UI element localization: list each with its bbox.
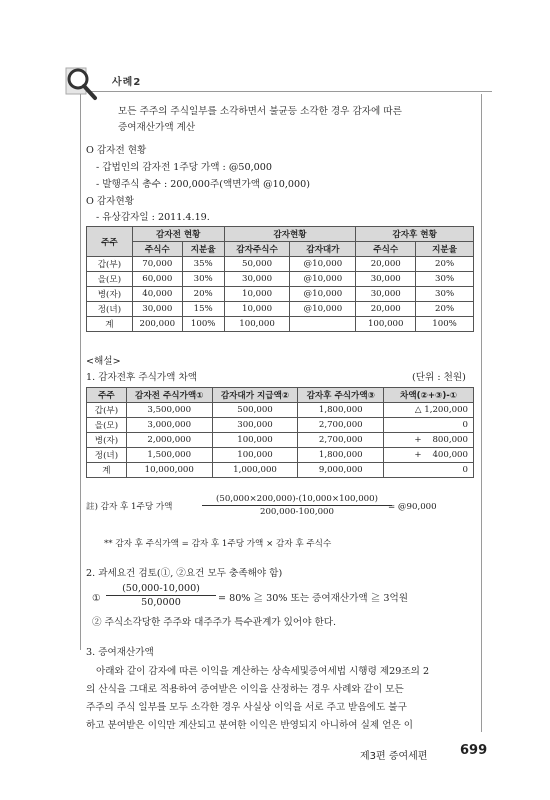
t2-header-difference: 차액(②+③)-①	[384, 388, 474, 403]
t1-cell: 30%	[182, 272, 224, 287]
t1-header-ratio-after: 지분율	[416, 242, 474, 257]
t1-header-after: 감자후 현황	[356, 227, 474, 242]
table-row	[87, 418, 474, 433]
t1-header-shares-after: 주식수	[356, 242, 416, 257]
t1-cell: @10,000	[290, 257, 356, 272]
t1-header-red-price: 감자대가	[290, 242, 356, 257]
t1-header-red-shares: 감자주식수	[224, 242, 290, 257]
t2-cell: 1,800,000	[298, 403, 384, 418]
t2-cell: 10,000,000	[126, 463, 212, 478]
t1-cell: 병(자)	[87, 287, 133, 302]
part3-title: 3. 증여재산가액	[86, 647, 154, 658]
header-rule	[80, 70, 492, 92]
part3-line: 하고 분여받은 이익만 계산되고 분여한 이익은 반영되지 아니하여 실제 얻은 이	[86, 720, 414, 731]
t2-cell: 2,700,000	[298, 433, 384, 448]
frame-right-rule	[481, 94, 482, 732]
t1-cell: 15%	[182, 302, 224, 317]
t2-cell: 0	[384, 463, 474, 478]
note-label: 註) 감자 후 1주당 가액	[86, 502, 173, 512]
t1-cell: 30,000	[224, 272, 290, 287]
t2-cell: 1,000,000	[212, 463, 298, 478]
section-reduction-line1: - 유상감자일 : 2011.4.19.	[96, 212, 210, 223]
t1-cell: 70,000	[132, 257, 182, 272]
part2-condition-1: = 80% ≧ 30% 또는 증여재산가액 ≧ 3억원	[218, 593, 408, 604]
t1-cell: 20%	[416, 302, 474, 317]
part1-title: 1. 감자전후 주식가액 차액	[86, 372, 197, 383]
part2-circle-1: ①	[92, 593, 101, 604]
t1-cell: 10,000	[224, 287, 290, 302]
t1-header-ratio: 지분율	[182, 242, 224, 257]
t2-cell: + 800,000	[384, 433, 474, 448]
t1-cell: @10,000	[290, 287, 356, 302]
t1-cell: 60,000	[132, 272, 182, 287]
reduction-status-table	[86, 226, 474, 332]
t1-header-reduction: 감자현황	[224, 227, 356, 242]
case-title-line1: 모든 주주의 주식일부를 소각하면서 불균등 소각한 경우 감자에 따른	[118, 106, 402, 117]
t2-cell: 을(모)	[87, 418, 127, 433]
note-result: = @90,000	[388, 502, 437, 512]
t2-cell: 0	[384, 418, 474, 433]
t1-cell: 20%	[416, 257, 474, 272]
t2-header-shareholder: 주주	[87, 388, 127, 403]
t1-cell: @10,000	[290, 272, 356, 287]
t1-cell: @10,000	[290, 302, 356, 317]
t1-cell: 100%	[182, 317, 224, 332]
value-difference-table	[86, 387, 474, 478]
t2-header-payment: 감자대가 지급액②	[212, 388, 298, 403]
section-before-line1: - 갑법인의 감자전 1주당 가액 : @50,000	[96, 162, 272, 173]
t1-cell: 100,000	[356, 317, 416, 332]
page-number: 699	[460, 743, 488, 758]
part3-line: 아래와 같이 감자에 따른 이익을 계산하는 상속세및증여세법 시행령 제29조의 2	[96, 666, 430, 677]
t1-cell: 100,000	[224, 317, 290, 332]
t1-cell: 20,000	[356, 257, 416, 272]
t1-cell: 35%	[182, 257, 224, 272]
section-reduction-heading: O 감자현황	[86, 196, 134, 207]
table-row	[87, 287, 474, 302]
table-row-total	[87, 463, 474, 478]
table-row	[87, 257, 474, 272]
t1-cell: 200,000	[132, 317, 182, 332]
case-title-line2: 증여재산가액 계산	[118, 122, 196, 133]
part2-numerator: (50,000-10,000)	[106, 583, 216, 596]
table-row	[87, 448, 474, 463]
t1-cell: 10,000	[224, 302, 290, 317]
note-denominator: 200,000-100,000	[260, 507, 334, 517]
t1-header-shares: 주식수	[132, 242, 182, 257]
t1-cell: 30,000	[356, 272, 416, 287]
note-fraction	[202, 494, 392, 517]
t2-cell: 500,000	[212, 403, 298, 418]
t1-cell: 30,000	[132, 302, 182, 317]
part2-denominator: 50,0000	[141, 597, 181, 608]
part1-unit: (단위 : 천원)	[412, 372, 466, 383]
t2-cell: 정(녀)	[87, 448, 127, 463]
t1-cell	[290, 317, 356, 332]
t1-cell: 30%	[416, 272, 474, 287]
t2-header-after-value: 감자후 주식가액③	[298, 388, 384, 403]
case-header	[62, 64, 492, 94]
t2-cell: 3,500,000	[126, 403, 212, 418]
t2-cell: 9,000,000	[298, 463, 384, 478]
note-numerator: (50,000×200,000)-(10,000×100,000)	[202, 494, 392, 506]
t1-cell: 40,000	[132, 287, 182, 302]
t1-cell: 20%	[182, 287, 224, 302]
t2-cell: 계	[87, 463, 127, 478]
table-row-total	[87, 317, 474, 332]
t1-cell: 30,000	[356, 287, 416, 302]
table-row	[87, 302, 474, 317]
table-row	[87, 433, 474, 448]
t2-cell: 300,000	[212, 418, 298, 433]
t2-header-before-value: 감자전 주식가액①	[126, 388, 212, 403]
t2-cell: 100,000	[212, 448, 298, 463]
t2-cell: 2,700,000	[298, 418, 384, 433]
magnifier-icon	[62, 64, 102, 104]
t1-header-before: 감자전 현황	[132, 227, 224, 242]
t2-cell: + 400,000	[384, 448, 474, 463]
table-row	[87, 403, 474, 418]
frame-left-rule	[80, 94, 81, 650]
t1-cell: 갑(부)	[87, 257, 133, 272]
page-footer: 제3편 증여세편	[360, 751, 428, 762]
part3-line: 주주의 주식 일부를 모두 소각한 경우 사실상 이익을 서로 주고 받음에도 불구	[86, 702, 407, 713]
t1-cell: 을(모)	[87, 272, 133, 287]
t1-cell: 20,000	[356, 302, 416, 317]
t2-cell: 1,800,000	[298, 448, 384, 463]
t2-cell: 100,000	[212, 433, 298, 448]
t2-cell: 1,500,000	[126, 448, 212, 463]
part2-title: 2. 과세요건 검토(①, ②요건 모두 충족해야 함)	[86, 568, 283, 579]
t1-cell: 50,000	[224, 257, 290, 272]
case-title	[118, 104, 458, 136]
t2-cell: 3,000,000	[126, 418, 212, 433]
section-before-line2: - 발행주식 총수 : 200,000주(액면가액 @10,000)	[96, 179, 310, 190]
table-row	[87, 272, 474, 287]
t2-cell: 갑(부)	[87, 403, 127, 418]
part3-line: 의 산식을 그대로 적용하여 증여받은 이익을 산정하는 경우 사례와 같이 모든	[86, 684, 404, 695]
explanation-label: <해설>	[86, 356, 121, 367]
t1-cell: 정(녀)	[87, 302, 133, 317]
section-before-heading: O 감자전 현황	[86, 145, 147, 156]
note-2: ** 감자 후 주식가액 = 감자 후 1주당 가액 × 감자 후 주식수	[104, 539, 332, 549]
t1-cell: 30%	[416, 287, 474, 302]
t1-header-shareholder: 주주	[87, 227, 133, 257]
part2-fraction	[106, 583, 216, 608]
t2-cell: 병(자)	[87, 433, 127, 448]
t1-cell: 100%	[416, 317, 474, 332]
t2-cell: 2,000,000	[126, 433, 212, 448]
t2-cell: △ 1,200,000	[384, 403, 474, 418]
t1-cell: 계	[87, 317, 133, 332]
part2-condition-2: ② 주식소각당한 주주와 대주주가 특수관계가 있어야 한다.	[92, 617, 337, 628]
case-label: 사례2	[112, 77, 142, 88]
